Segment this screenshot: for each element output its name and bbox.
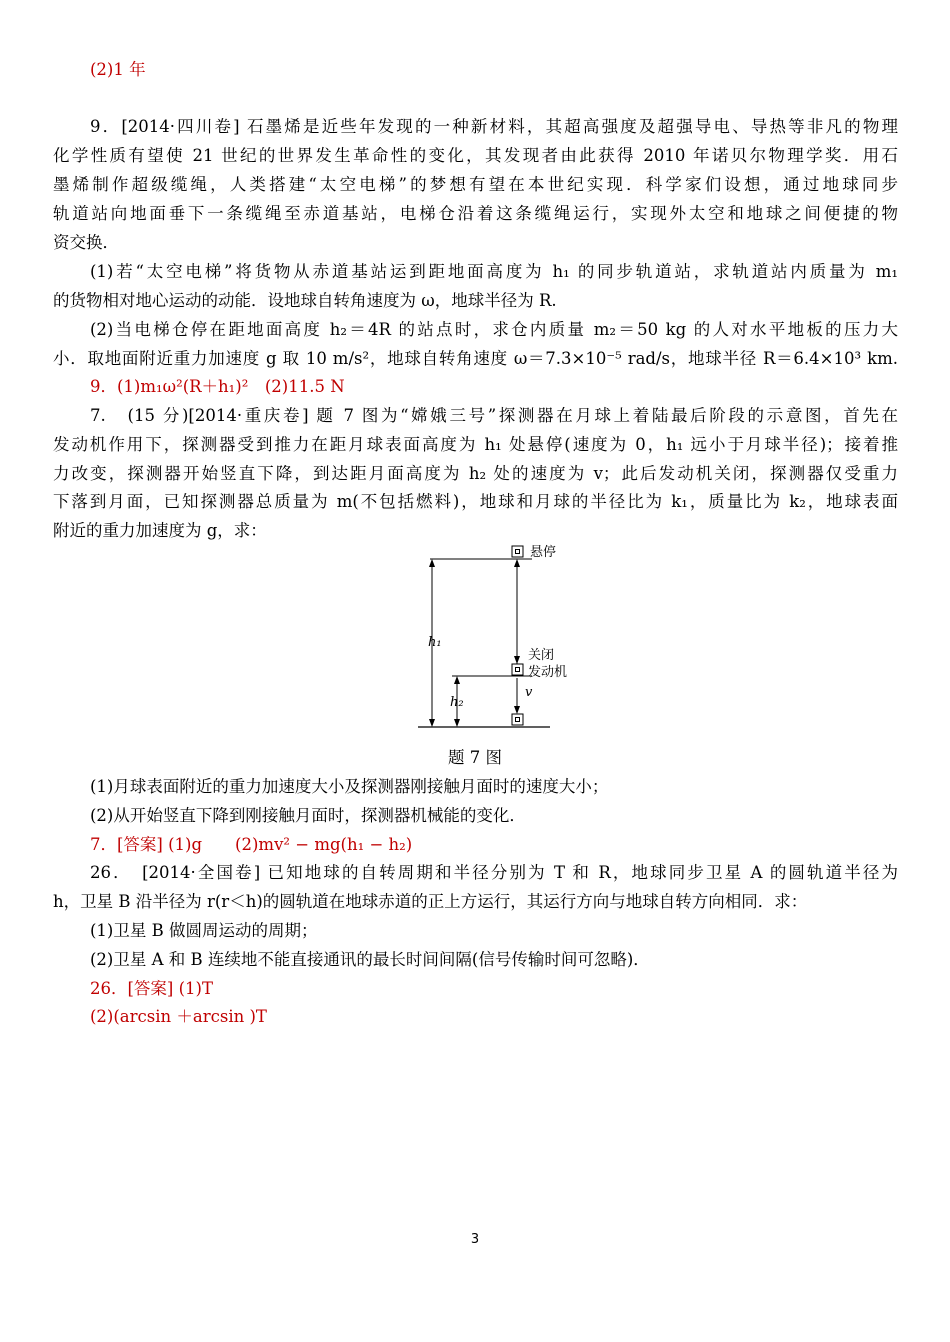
prev-answer-line: (2)1 年 xyxy=(90,60,146,79)
q7-text-line-1: 7. (15 分)[2014·重庆卷] 题 7 图为“嫦娥三号”探测器在月球上着陆最后阶段的示意图，首先在 xyxy=(90,406,898,425)
descent-arrowhead-top xyxy=(514,559,520,567)
q9-text-line-4: 轨道站向地面垂下一条缆绳至赤道基站，电梯仓沿着这条缆绳运行，实现外太空和地球之间便捷的物 xyxy=(53,204,898,223)
q9-text-line-2: 化学性质有望使 21 世纪的世界发生革命性的变化，其发现者由此获得 2010 年诺贝尔物理学奖．用石 xyxy=(53,146,898,165)
q26-answer-1: 26．[答案] (1)T xyxy=(90,979,213,998)
q9-text-line-1: 9．[2014·四川卷] 石墨烯是近些年发现的一种新材料，其超高强度及超强导电、导热等非凡的物理 xyxy=(90,117,898,136)
figure-caption: 题 7 图 xyxy=(448,748,502,767)
q7-text-line-5: 附近的重力加速度为 g，求： xyxy=(53,521,267,540)
q9-part1-line-2: 的货物相对地心运动的动能．设地球自转角速度为 ω，地球半径为 R. xyxy=(53,291,557,310)
q26-answer-2: (2)(arcsin ＋arcsin )T xyxy=(90,1007,267,1026)
label-h1: h₁ xyxy=(428,635,442,650)
q7-part1: (1)月球表面附近的重力加速度大小及探测器刚接触月面时的速度大小； xyxy=(90,777,609,796)
q9-text-line-3: 墨烯制作超级缆绳，人类搭建“太空电梯”的梦想有望在本世纪实现．科学家们设想，通过地球同步 xyxy=(53,175,898,194)
q7-text-line-3: 力改变，探测器开始竖直下降，到达距月面高度为 h₂ 处的速度为 v；此后发动机关闭，探测器仅受重力 xyxy=(53,464,898,483)
label-close-1: 关闭 xyxy=(528,648,555,663)
q7-part2: (2)从开始竖直下降到刚接触月面时，探测器机械能的变化． xyxy=(90,806,526,825)
free-fall-arrowhead xyxy=(514,706,520,714)
label-hover: 悬停 xyxy=(530,545,557,560)
q26-text-line-1: 26． [2014·全国卷] 已知地球的自转周期和半径分别为 T 和 R，地球同步卫星 A 的圆轨道半径为 xyxy=(90,863,898,882)
q26-part1: (1)卫星 B 做圆周运动的周期； xyxy=(90,921,318,940)
q9-part2-line-1: (2)当电梯仓停在距地面高度 h₂＝4R 的站点时，求仓内质量 m₂＝50 kg 的人对水平地板的压力大 xyxy=(90,320,898,339)
h2-arrowhead-top xyxy=(454,676,460,684)
probe-engine-off-inner xyxy=(516,668,520,672)
probe-landed-box xyxy=(512,714,523,725)
h2-arrowhead-bottom xyxy=(454,719,460,727)
q7-answer: 7．[答案] (1)g (2)mv² − mg(h₁ − h₂) xyxy=(90,835,413,854)
probe-hover-box xyxy=(512,546,523,557)
probe-hover-inner xyxy=(516,550,520,554)
label-v: v xyxy=(525,685,533,700)
h1-arrowhead-top xyxy=(429,559,435,567)
probe-landed-inner xyxy=(516,718,520,722)
q26-part2: (2)卫星 A 和 B 连续地不能直接通讯的最长时间间隔(信号传输时间可忽略)． xyxy=(90,950,650,969)
q26-text-line-2: h，卫星 B 沿半径为 r(r＜h)的圆轨道在地球赤道的正上方运行，其运行方向与地球自转方向相同．求： xyxy=(53,892,808,911)
q9-part1-line-1: (1)若“太空电梯”将货物从赤道基站运到距地面高度为 h₁ 的同步轨道站，求轨道站内质量为 m₁ xyxy=(90,262,898,281)
q7-text-line-4: 下落到月面，已知探测器总质量为 m(不包括燃料)，地球和月球的半径比为 k₁，质量比为 k₂，地球表面 xyxy=(53,492,898,511)
label-h2: h₂ xyxy=(450,695,464,710)
h1-arrowhead-bottom xyxy=(429,719,435,727)
descent-arrowhead-bottom xyxy=(514,656,520,664)
label-close-2: 发动机 xyxy=(528,665,568,680)
probe-engine-off-box xyxy=(512,664,523,675)
q9-text-line-5: 资交换． xyxy=(53,233,119,252)
q7-text-line-2: 发动机作用下，探测器受到推力在距月球表面高度为 h₁ 处悬停(速度为 0，h₁ 远小于月球半径)；接着推 xyxy=(53,435,898,454)
lander-diagram xyxy=(410,535,600,775)
page-number: 3 xyxy=(470,1232,480,1247)
q9-part2-line-2: 小．取地面附近重力加速度 g 取 10 m/s²，地球自转角速度 ω＝7.3×10⁻⁵ rad/s，地球半径 R＝6.4×10³ km. xyxy=(53,349,898,368)
q9-answer: 9．(1)m₁ω²(R＋h₁)² (2)11.5 N xyxy=(90,377,345,396)
